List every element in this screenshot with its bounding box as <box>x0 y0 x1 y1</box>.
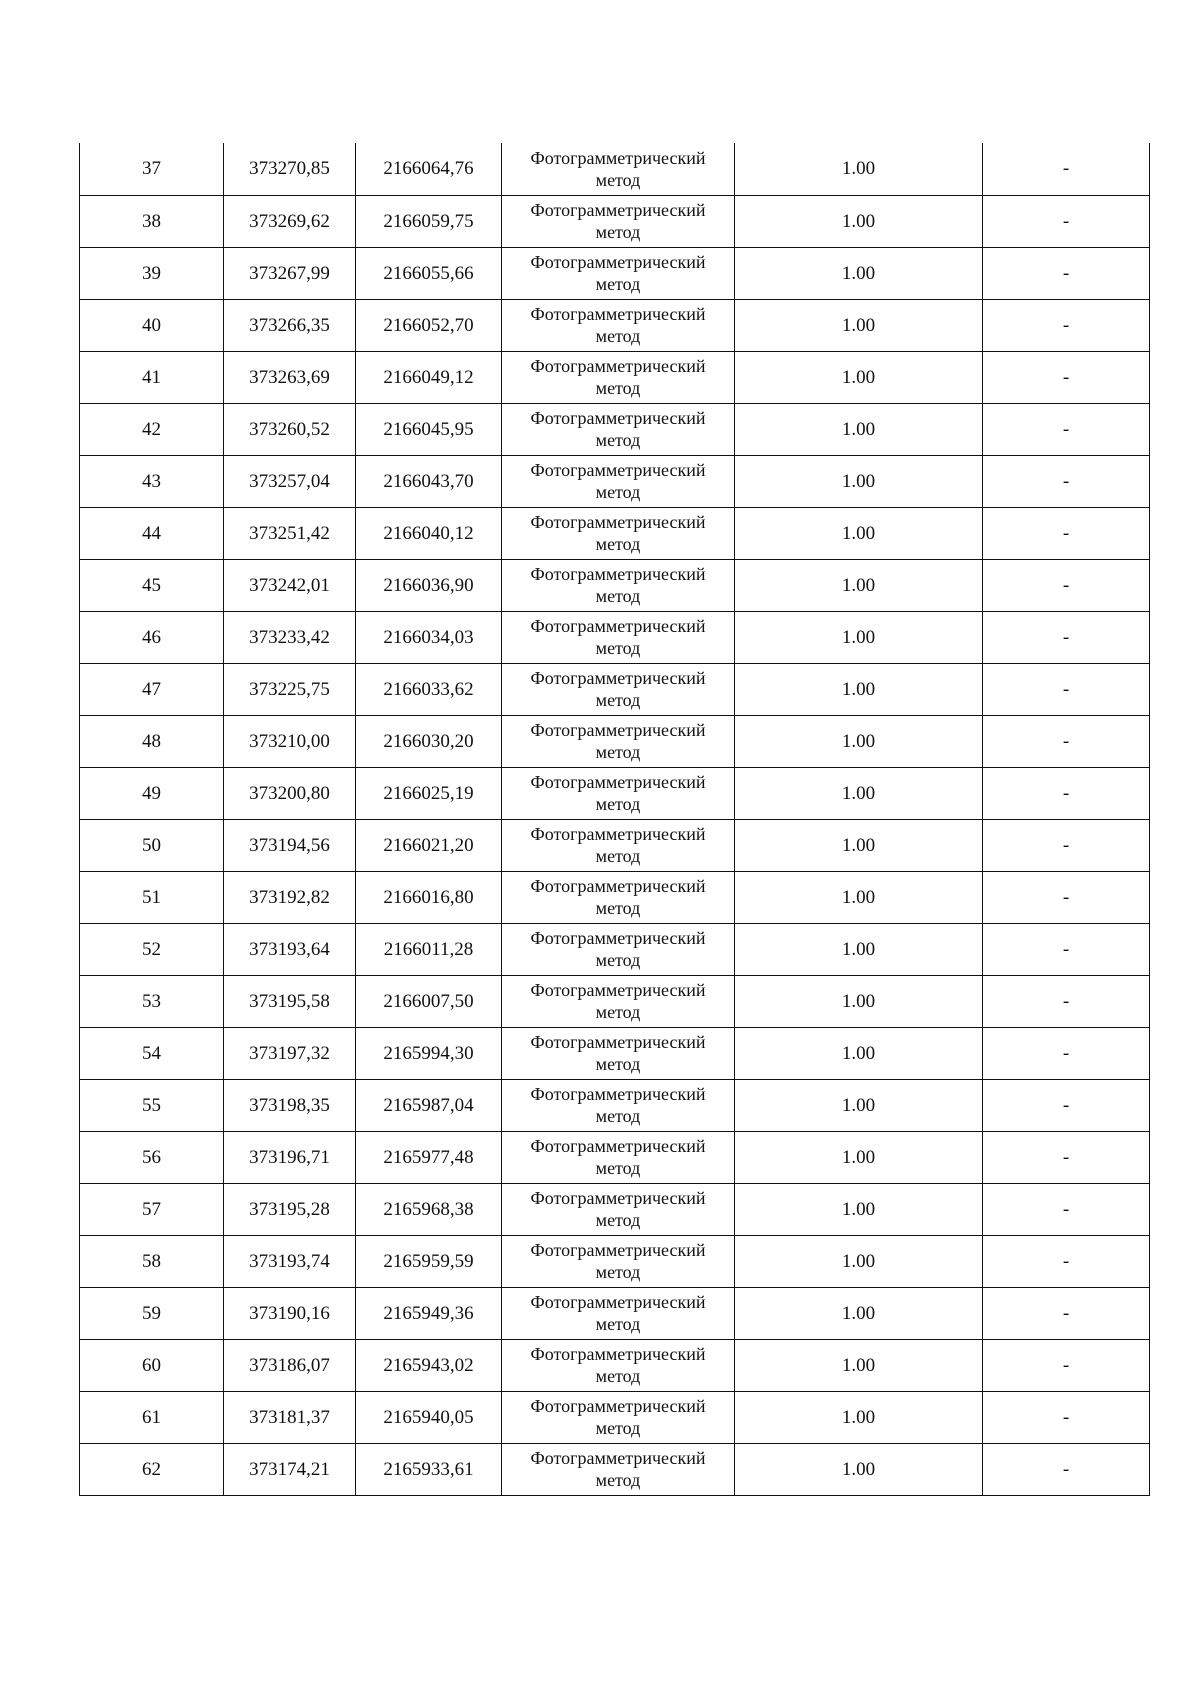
method-line-2: метод <box>595 534 641 554</box>
point-number-cell: 37 <box>80 143 224 195</box>
table-row <box>80 975 1150 1027</box>
accuracy-cell: 1.00 <box>735 1079 983 1131</box>
y-coordinate-cell: 2165994,30 <box>356 1027 502 1079</box>
y-coordinate-cell: 2166007,50 <box>356 975 502 1027</box>
x-coordinate-cell: 373260,52 <box>224 403 356 455</box>
x-coordinate-cell: 373195,58 <box>224 975 356 1027</box>
note-cell: - <box>983 1027 1150 1079</box>
accuracy-cell: 1.00 <box>735 403 983 455</box>
point-number-cell: 60 <box>80 1339 224 1391</box>
method-line-1: Фотограмметрический <box>530 1292 706 1312</box>
table-row <box>80 819 1150 871</box>
accuracy-cell: 1.00 <box>735 767 983 819</box>
coordinates-table-body <box>80 143 1150 1495</box>
method-cell <box>502 1027 735 1079</box>
accuracy-cell: 1.00 <box>735 663 983 715</box>
y-coordinate-cell: 2166052,70 <box>356 299 502 351</box>
table-row <box>80 1027 1150 1079</box>
method-cell <box>502 715 735 767</box>
y-coordinate-cell: 2166021,20 <box>356 819 502 871</box>
accuracy-cell: 1.00 <box>735 923 983 975</box>
note-cell: - <box>983 143 1150 195</box>
accuracy-cell: 1.00 <box>735 1131 983 1183</box>
method-line-2: метод <box>595 378 641 398</box>
y-coordinate-cell: 2166036,90 <box>356 559 502 611</box>
method-line-1: Фотограмметрический <box>530 668 706 688</box>
point-number-cell: 55 <box>80 1079 224 1131</box>
x-coordinate-cell: 373200,80 <box>224 767 356 819</box>
note-cell: - <box>983 819 1150 871</box>
x-coordinate-cell: 373263,69 <box>224 351 356 403</box>
method-line-1: Фотограмметрический <box>530 460 706 480</box>
point-number-cell: 59 <box>80 1287 224 1339</box>
method-cell <box>502 1287 735 1339</box>
method-cell <box>502 1183 735 1235</box>
point-number-cell: 40 <box>80 299 224 351</box>
x-coordinate-cell: 373193,74 <box>224 1235 356 1287</box>
accuracy-cell: 1.00 <box>735 1183 983 1235</box>
accuracy-cell: 1.00 <box>735 559 983 611</box>
point-number-cell: 41 <box>80 351 224 403</box>
x-coordinate-cell: 373233,42 <box>224 611 356 663</box>
x-coordinate-cell: 373195,28 <box>224 1183 356 1235</box>
method-cell <box>502 819 735 871</box>
accuracy-cell: 1.00 <box>735 1235 983 1287</box>
x-coordinate-cell: 373210,00 <box>224 715 356 767</box>
method-cell <box>502 299 735 351</box>
method-cell <box>502 351 735 403</box>
y-coordinate-cell: 2165959,59 <box>356 1235 502 1287</box>
note-cell: - <box>983 1339 1150 1391</box>
method-line-2: метод <box>595 1314 641 1334</box>
y-coordinate-cell: 2165943,02 <box>356 1339 502 1391</box>
point-number-cell: 49 <box>80 767 224 819</box>
x-coordinate-cell: 373242,01 <box>224 559 356 611</box>
note-cell: - <box>983 1183 1150 1235</box>
method-line-1: Фотограмметрический <box>530 408 706 428</box>
method-line-1: Фотограмметрический <box>530 772 706 792</box>
y-coordinate-cell: 2165933,61 <box>356 1443 502 1495</box>
accuracy-cell: 1.00 <box>735 299 983 351</box>
note-cell: - <box>983 299 1150 351</box>
note-cell: - <box>983 1443 1150 1495</box>
coordinates-table <box>79 143 1150 1496</box>
point-number-cell: 62 <box>80 1443 224 1495</box>
accuracy-cell: 1.00 <box>735 1339 983 1391</box>
method-cell <box>502 1131 735 1183</box>
point-number-cell: 47 <box>80 663 224 715</box>
table-row <box>80 403 1150 455</box>
method-line-2: метод <box>595 1470 641 1490</box>
note-cell: - <box>983 351 1150 403</box>
x-coordinate-cell: 373197,32 <box>224 1027 356 1079</box>
y-coordinate-cell: 2165940,05 <box>356 1391 502 1443</box>
method-cell <box>502 611 735 663</box>
y-coordinate-cell: 2166030,20 <box>356 715 502 767</box>
accuracy-cell: 1.00 <box>735 975 983 1027</box>
method-line-1: Фотограмметрический <box>530 1448 706 1468</box>
note-cell: - <box>983 247 1150 299</box>
x-coordinate-cell: 373257,04 <box>224 455 356 507</box>
method-cell <box>502 871 735 923</box>
method-line-2: метод <box>595 950 641 970</box>
table-row <box>80 1079 1150 1131</box>
table-row <box>80 611 1150 663</box>
point-number-cell: 48 <box>80 715 224 767</box>
method-line-2: метод <box>595 1418 641 1438</box>
note-cell: - <box>983 1287 1150 1339</box>
method-line-1: Фотограмметрический <box>530 1240 706 1260</box>
point-number-cell: 61 <box>80 1391 224 1443</box>
method-line-2: метод <box>595 222 641 242</box>
method-line-2: метод <box>595 1106 641 1126</box>
accuracy-cell: 1.00 <box>735 351 983 403</box>
note-cell: - <box>983 923 1150 975</box>
point-number-cell: 58 <box>80 1235 224 1287</box>
table-row <box>80 195 1150 247</box>
accuracy-cell: 1.00 <box>735 1027 983 1079</box>
x-coordinate-cell: 373251,42 <box>224 507 356 559</box>
point-number-cell: 39 <box>80 247 224 299</box>
method-cell <box>502 455 735 507</box>
method-line-1: Фотограмметрический <box>530 512 706 532</box>
method-line-2: метод <box>595 690 641 710</box>
y-coordinate-cell: 2166040,12 <box>356 507 502 559</box>
note-cell: - <box>983 611 1150 663</box>
x-coordinate-cell: 373194,56 <box>224 819 356 871</box>
method-line-1: Фотограмметрический <box>530 1344 706 1364</box>
table-row <box>80 663 1150 715</box>
note-cell: - <box>983 1235 1150 1287</box>
point-number-cell: 56 <box>80 1131 224 1183</box>
method-line-1: Фотограмметрический <box>530 824 706 844</box>
x-coordinate-cell: 373190,16 <box>224 1287 356 1339</box>
method-line-1: Фотограмметрический <box>530 1396 706 1416</box>
note-cell: - <box>983 715 1150 767</box>
table-row <box>80 455 1150 507</box>
method-line-1: Фотограмметрический <box>530 1084 706 1104</box>
method-cell <box>502 923 735 975</box>
method-line-1: Фотограмметрический <box>530 1136 706 1156</box>
method-line-2: метод <box>595 1210 641 1230</box>
accuracy-cell: 1.00 <box>735 1443 983 1495</box>
note-cell: - <box>983 1391 1150 1443</box>
method-line-1: Фотограмметрический <box>530 304 706 324</box>
note-cell: - <box>983 663 1150 715</box>
method-line-2: метод <box>595 846 641 866</box>
method-line-1: Фотограмметрический <box>530 616 706 636</box>
method-line-2: метод <box>595 1002 641 1022</box>
table-row <box>80 1287 1150 1339</box>
table-row <box>80 715 1150 767</box>
point-number-cell: 57 <box>80 1183 224 1235</box>
table-row <box>80 1183 1150 1235</box>
y-coordinate-cell: 2166034,03 <box>356 611 502 663</box>
accuracy-cell: 1.00 <box>735 455 983 507</box>
point-number-cell: 52 <box>80 923 224 975</box>
method-line-1: Фотограмметрический <box>530 876 706 896</box>
method-line-1: Фотограмметрический <box>530 720 706 740</box>
point-number-cell: 50 <box>80 819 224 871</box>
accuracy-cell: 1.00 <box>735 715 983 767</box>
method-cell <box>502 1339 735 1391</box>
table-row <box>80 923 1150 975</box>
note-cell: - <box>983 403 1150 455</box>
accuracy-cell: 1.00 <box>735 871 983 923</box>
method-line-2: метод <box>595 1158 641 1178</box>
y-coordinate-cell: 2166055,66 <box>356 247 502 299</box>
x-coordinate-cell: 373181,37 <box>224 1391 356 1443</box>
method-line-2: метод <box>595 586 641 606</box>
table-row <box>80 1339 1150 1391</box>
method-line-1: Фотограмметрический <box>530 928 706 948</box>
y-coordinate-cell: 2166025,19 <box>356 767 502 819</box>
method-line-2: метод <box>595 1262 641 1282</box>
table-row <box>80 1443 1150 1495</box>
y-coordinate-cell: 2166064,76 <box>356 143 502 195</box>
x-coordinate-cell: 373270,85 <box>224 143 356 195</box>
method-line-2: метод <box>595 430 641 450</box>
method-line-2: метод <box>595 169 641 190</box>
method-line-2: метод <box>595 274 641 294</box>
table-row <box>80 767 1150 819</box>
x-coordinate-cell: 373225,75 <box>224 663 356 715</box>
point-number-cell: 45 <box>80 559 224 611</box>
y-coordinate-cell: 2166016,80 <box>356 871 502 923</box>
table-row <box>80 247 1150 299</box>
point-number-cell: 46 <box>80 611 224 663</box>
note-cell: - <box>983 455 1150 507</box>
method-line-2: метод <box>595 1366 641 1386</box>
accuracy-cell: 1.00 <box>735 1287 983 1339</box>
accuracy-cell: 1.00 <box>735 611 983 663</box>
table-row <box>80 507 1150 559</box>
method-line-1: Фотограмметрический <box>530 980 706 1000</box>
method-line-2: метод <box>595 638 641 658</box>
method-line-2: метод <box>595 794 641 814</box>
y-coordinate-cell: 2165949,36 <box>356 1287 502 1339</box>
method-cell <box>502 767 735 819</box>
method-line-2: метод <box>595 482 641 502</box>
method-line-1: Фотограмметрический <box>530 147 706 168</box>
y-coordinate-cell: 2166043,70 <box>356 455 502 507</box>
method-cell <box>502 1443 735 1495</box>
method-line-1: Фотограмметрический <box>530 1032 706 1052</box>
x-coordinate-cell: 373266,35 <box>224 299 356 351</box>
method-cell <box>502 195 735 247</box>
note-cell: - <box>983 767 1150 819</box>
x-coordinate-cell: 373269,62 <box>224 195 356 247</box>
method-line-1: Фотограмметрический <box>530 200 706 220</box>
method-cell <box>502 559 735 611</box>
method-line-1: Фотограмметрический <box>530 564 706 584</box>
y-coordinate-cell: 2166011,28 <box>356 923 502 975</box>
method-cell <box>502 507 735 559</box>
table-row <box>80 1235 1150 1287</box>
method-cell <box>502 247 735 299</box>
method-line-1: Фотограмметрический <box>530 1188 706 1208</box>
y-coordinate-cell: 2166059,75 <box>356 195 502 247</box>
note-cell: - <box>983 559 1150 611</box>
table-row <box>80 143 1150 195</box>
accuracy-cell: 1.00 <box>735 507 983 559</box>
method-line-2: метод <box>595 1054 641 1074</box>
table-row <box>80 1131 1150 1183</box>
y-coordinate-cell: 2166033,62 <box>356 663 502 715</box>
point-number-cell: 51 <box>80 871 224 923</box>
table-row <box>80 559 1150 611</box>
method-cell <box>502 143 735 195</box>
method-cell <box>502 1235 735 1287</box>
point-number-cell: 44 <box>80 507 224 559</box>
method-cell <box>502 1079 735 1131</box>
method-line-1: Фотограмметрический <box>530 252 706 272</box>
note-cell: - <box>983 195 1150 247</box>
point-number-cell: 38 <box>80 195 224 247</box>
table-row <box>80 871 1150 923</box>
note-cell: - <box>983 871 1150 923</box>
method-cell <box>502 403 735 455</box>
method-cell <box>502 663 735 715</box>
accuracy-cell: 1.00 <box>735 247 983 299</box>
y-coordinate-cell: 2166045,95 <box>356 403 502 455</box>
table-row <box>80 299 1150 351</box>
accuracy-cell: 1.00 <box>735 195 983 247</box>
y-coordinate-cell: 2166049,12 <box>356 351 502 403</box>
y-coordinate-cell: 2165987,04 <box>356 1079 502 1131</box>
point-number-cell: 42 <box>80 403 224 455</box>
note-cell: - <box>983 1131 1150 1183</box>
note-cell: - <box>983 975 1150 1027</box>
accuracy-cell: 1.00 <box>735 819 983 871</box>
accuracy-cell: 1.00 <box>735 1391 983 1443</box>
note-cell: - <box>983 507 1150 559</box>
method-line-2: метод <box>595 742 641 762</box>
x-coordinate-cell: 373196,71 <box>224 1131 356 1183</box>
method-cell <box>502 975 735 1027</box>
y-coordinate-cell: 2165968,38 <box>356 1183 502 1235</box>
point-number-cell: 53 <box>80 975 224 1027</box>
method-line-2: метод <box>595 326 641 346</box>
y-coordinate-cell: 2165977,48 <box>356 1131 502 1183</box>
note-cell: - <box>983 1079 1150 1131</box>
x-coordinate-cell: 373267,99 <box>224 247 356 299</box>
method-cell <box>502 1391 735 1443</box>
point-number-cell: 54 <box>80 1027 224 1079</box>
x-coordinate-cell: 373192,82 <box>224 871 356 923</box>
x-coordinate-cell: 373193,64 <box>224 923 356 975</box>
point-number-cell: 43 <box>80 455 224 507</box>
accuracy-cell: 1.00 <box>735 143 983 195</box>
x-coordinate-cell: 373186,07 <box>224 1339 356 1391</box>
method-line-1: Фотограмметрический <box>530 356 706 376</box>
x-coordinate-cell: 373174,21 <box>224 1443 356 1495</box>
method-line-2: метод <box>595 898 641 918</box>
table-row <box>80 351 1150 403</box>
x-coordinate-cell: 373198,35 <box>224 1079 356 1131</box>
table-row <box>80 1391 1150 1443</box>
